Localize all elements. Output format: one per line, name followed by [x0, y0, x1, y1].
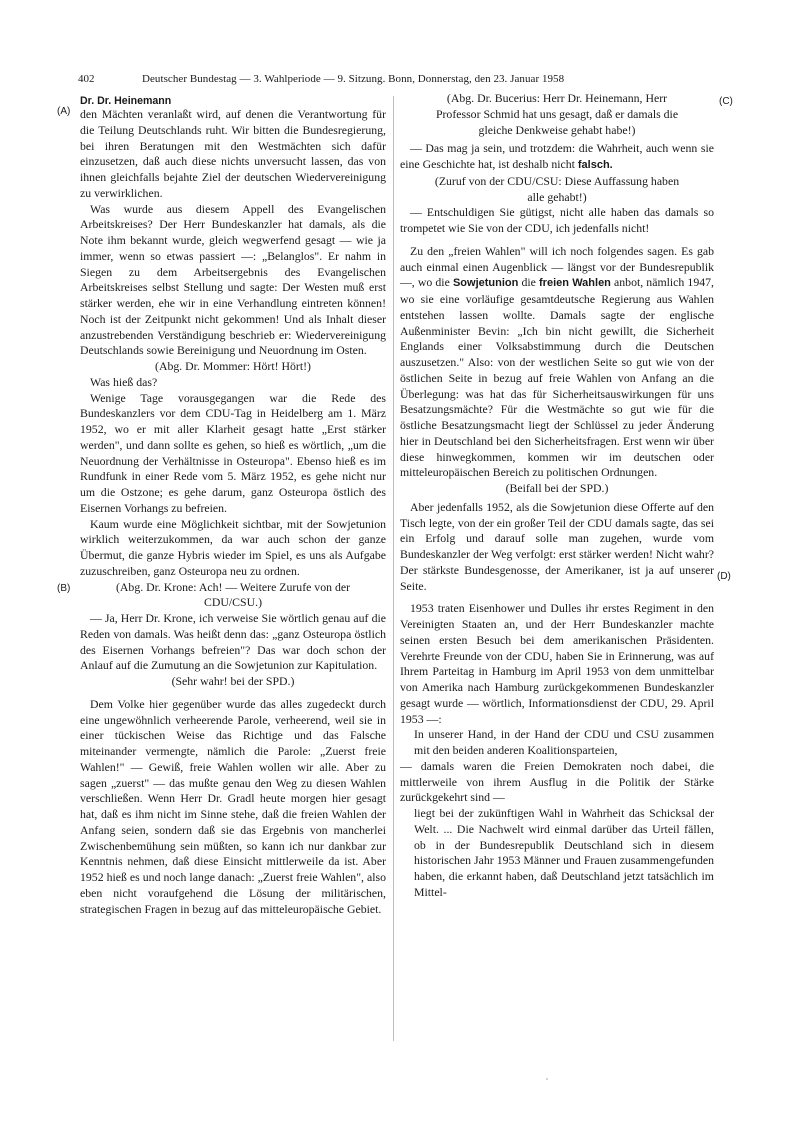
paragraph: 1953 traten Eisenhower und Dulles ihr erstes Regiment in den Vereinigten Staaten an, und der Herr Bundeskanzler machte seinen ersten Besuch bei dem amerikanischen Präsidenten. Verehrte Freunde von der CDU, haben Sie in Erinnerung, was auf Ihrem Parteitag in Hamburg im April 1953 von dem unmittelbar von Amerika nach Hamburg zurückgekommenen Bundeskanzler gesagt wurde — wörtlich, Informationsdienst der CDU, 29. April 1953 —: [400, 601, 714, 726]
paragraph-text: die [521, 275, 536, 290]
margin-marker-d: (D) [717, 571, 731, 582]
paragraph: Kaum wurde eine Möglichkeit sichtbar, mit der Sowjetunion wirklich weiterzukommen, da war auch schon der ganze Übermut, die ganze Hybris wieder im Spiel, es uns als Aufgabe zuzuschreiben, ganz Osteuropa neu zu ordnen. [80, 516, 386, 578]
left-column [80, 107, 386, 917]
paragraph-text: Zu den „freien Wahlen" will ich noch folgendes sagen. Es gab auch einmal einen Augenblick — längst vor der Bundesrepublik —, wo die [400, 243, 714, 290]
paragraph: Aber jedenfalls 1952, als die Sowjetunion diese Offerte auf den Tisch legte, von der ein großer Teil der CDU damals sagte, das sei ein Erfolg und darauf solle man zugehen, wurde vom Bundeskanzler der Weg verfolgt: erst stärker werden! Nicht wahr? Der stärkste Bundesgenosse, der Amerikaner, ist ja auf unserer Seite. [400, 499, 714, 593]
interjection: (Abg. Dr. Mommer: Hört! Hört!) [155, 359, 311, 373]
interjection: (Beifall bei der SPD.) [505, 481, 609, 495]
scan-speck [546, 1078, 548, 1080]
right-column [400, 91, 714, 901]
block-quote: liegt bei der zukünftigen Wahl in Wahrheit das Schicksal der Welt. ... Die Nachwelt wird einmal darüber das Urteil fällen, ob in der Bundesrepublik Deutschland sich in diesem historischen Jahr 1953 Männer und Frauen zusammengefunden haben, die erkannt haben, daß Deutschland jetzt tatsächlich im Mittel- [414, 806, 714, 899]
paragraph [400, 244, 714, 481]
emphasis-text: falsch. [577, 159, 613, 171]
block-quote: In unserer Hand, in der Hand der CDU und CSU zusammen mit den beiden anderen Koalitionsparteien, [414, 727, 714, 757]
margin-marker-c: (C) [719, 96, 733, 107]
paragraph [400, 141, 714, 174]
interjection: (Zuruf von der CDU/CSU: Diese Auffassung haben alle gehabt!) [434, 173, 680, 204]
paragraph: Wenige Tage vorausgegangen war die Rede des Bundeskanzlers vor dem CDU-Tag in Heidelberg am 1. März 1952, wo er mit aller Klarheit gesagt hatte „Erst stärker werden", und dann sollte es gehen, so hieß es wörtlich, „um die Neuordnung der Verhältnisse in Osteuropa". Ebenso hieß es im Rundfunk in einer Rede vom 5. März 1952, es gehe nicht nur um die Ostzone; es gehe darum, ganz Osteuropa östlich des Eisernen Vorhangs zu befreien. [80, 390, 386, 515]
paragraph: den Mächten veranlaßt wird, auf denen die Verantwortung für die Teilung Deutschlands ruht. Wir bitten die Bundesregierung, bei ihren Beratungen mit den Westmächten sich dafür einzusetzen, daß auch diese nichts unversucht lassen, das von ihnen gleichfalls bejahte Ziel der deutschen Wiedervereinigung zu verwirklichen. [80, 107, 386, 200]
page-number: 402 [78, 73, 95, 85]
interjection: (Sehr wahr! bei der SPD.) [171, 674, 295, 688]
paragraph: Dem Volke hier gegenüber wurde das alles zugedeckt durch eine ungewöhnlich verheerende Parole, verheerend, weil sie in einer tückischen Weise das Richtige und das Falsche miteinander vermengte, nämlich die Parole: „Zuerst freie Wahlen!" — Gewiß, freie Wahlen wollen wir alle. Aber zu sagen „zuerst" — das mußte genau den Weg zu diesen Wahlen verschließen. Wenn Herr Dr. Gradl heute morgen hier gesagt hat, daß es ihm nicht im Sinne stehe, daß die freien Wahlen der Anfang seien, sondern daß sie das Ergebnis von mancherlei Zwischenbemühung sein müßten, so kann ich nur dankbar zur Kenntnis nehmen, daß diese Einsicht mittlerweile da ist. Aber 1952 hieß es und noch lange danach: „Zuerst freie Wahlen", also eben nicht voraufgehend die Lösung der militärischen, strategischen Fragen in bezug auf das mitteleuropäische Gebiet. [80, 696, 386, 916]
paragraph-text: — Das mag ja sein, und trotzdem: die Wahrheit, auch wenn sie eine Geschichte hat, ist deshalb nicht [400, 141, 714, 171]
paragraph: Was wurde aus diesem Appell des Evangelischen Arbeitskreises? Der Herr Bundeskanzler hat damals, als die Note ihm bekannt wurde, gleich wegwerfend gesagt — wie ja immer, wenn so etwas passiert —: „Belanglos". Er nahm in Siegen zu dem Arbeitsergebnis des Evangelischen Arbeitskreises selbst Stellung und sagte: Der Westen muß erst stärker werden, ehe wir in eine Verhandlung eintreten können! Noch ist der Zeitpunkt nicht gekommen! Und als Inhalt dieser anzustrebenden Verständigung beschrieb er: Wiedervereinigung Deutschlands sowie Bereinigung und Neuordnung im Osten. [80, 201, 386, 358]
column-divider [393, 96, 394, 1041]
paragraph-text: anbot, nämlich 1947, wo sie eine vorläufige gesamtdeutsche Regierung aus Wahlen entstehen lassen wollte. Damals sagte der englische Außenminister Bevin: „Ich bin nicht gewillt, die Sicherheit Englands einer Volksabstimmung durch die Deutschen auszusetzen." Also: von der westlichen Seite so gut wie von der östlichen Seite in bezug auf freie Wahlen von Anfang an die Überlegung: was hat das für Sicherheitsauswirkungen für uns Besatzungsmächte? Für die Westmächte so gut wie für die östliche Besatzungsmacht liegt der Schlüssel zu jeder Änderung hier in Deutschland bei den Sicherheitsfragen. Erst wenn wir über diese hinwegkommen, kommen wir im deutschen oder mitteleuropäischen Bereich zu politischen Ordnungen. [400, 275, 714, 480]
paragraph: — damals waren die Freien Demokraten noch dabei, die mittlerweile von ihrem Ausflug in die Politik der Stärke zurückgekehrt sind — [400, 758, 714, 805]
paragraph: — Entschuldigen Sie gütigst, nicht alle haben das damals so trompetet wie Sie von der CDU, ich jedenfalls nicht! [400, 205, 714, 235]
interjection: (Abg. Dr. Krone: Ach! — Weitere Zurufe von der CDU/CSU.) [115, 579, 351, 610]
interjection: (Abg. Dr. Bucerius: Herr Dr. Heinemann, Herr Professor Schmid hat uns gesagt, daß er damals die gleiche Denkweise gehabt habe!) [435, 91, 679, 137]
margin-marker-a: (A) [57, 106, 71, 117]
running-head: Deutscher Bundestag — 3. Wahlperiode — 9. Sitzung. Bonn, Donnerstag, den 23. Januar 1958 [142, 73, 565, 85]
emphasis-text: freien Wahlen [539, 277, 611, 290]
speaker-name: Dr. Dr. Heinemann [80, 95, 172, 107]
emphasis-text: Sowjetunion [452, 277, 519, 290]
margin-marker-b: (B) [57, 583, 71, 594]
paragraph: Was hieß das? [90, 374, 158, 389]
paragraph: — Ja, Herr Dr. Krone, ich verweise Sie wörtlich genau auf die Reden von damals. Was heißt denn das: „ganz Osteuropa östlich des Eisernen Vorhangs befreien"? Das war doch schon der Anlauf auf die Zumutung an die Sowjetunion zur Kapitulation. [80, 611, 386, 673]
